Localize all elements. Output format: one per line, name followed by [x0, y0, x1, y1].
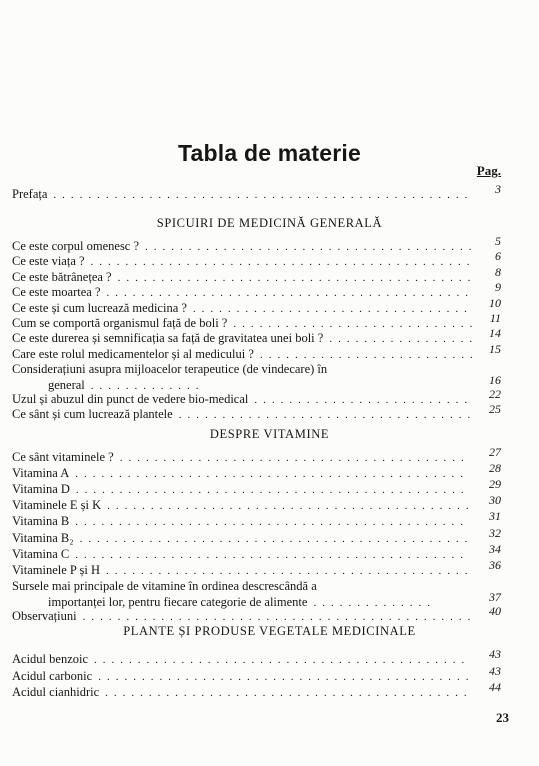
entry-page-number: 15: [489, 341, 501, 356]
entry-label: Ce sânt și cum lucrează plantele ..................................: [12, 407, 477, 421]
toc-entry: [12, 253, 500, 269]
entry-page-number: 22: [489, 386, 501, 401]
entry-label: Ce este moartea ? ..........................................: [12, 285, 474, 300]
entry-page-number: 43: [489, 647, 501, 661]
toc-entry: [12, 449, 500, 465]
dot-leader: ..............: [313, 596, 436, 609]
entry-label: Ce este durerea și semnificația sa față de gravitatea unei boli ? .................: [12, 331, 479, 346]
page-number: 23: [496, 710, 509, 725]
dot-leader: ..........................................: [106, 564, 474, 577]
entry-label: Vitamina B₂ .............................................: [12, 530, 474, 545]
entry-label: Ce este corpul omenesc ? ......................................: [12, 239, 478, 253]
entry-label-line-1: Considerațiuni asupra mijloacelor terapeutice (de vindecare) în: [12, 362, 328, 377]
entry-label-line-1: Sursele mai principale de vitamine în ordinea descrescândă a: [12, 578, 317, 593]
toc-entry: [12, 684, 500, 700]
entry-label: [12, 578, 436, 611]
toc-entry: [12, 284, 500, 300]
dot-leader: .............: [90, 380, 205, 393]
toc-entry: [12, 269, 500, 285]
entry-page-number: 44: [489, 680, 501, 694]
entry-page-number: 10: [489, 295, 501, 310]
entry-label: [12, 361, 327, 394]
entry-page-number: 34: [489, 541, 501, 556]
entry-label: Vitamina B .............................................: [12, 514, 469, 529]
entry-page-number: 29: [489, 477, 501, 492]
entry-page-number: 28: [489, 461, 501, 476]
entry-page-number: 27: [489, 445, 501, 459]
entry-label-line-2: general .............: [48, 378, 205, 393]
toc-entry: [12, 546, 500, 562]
dot-leader: .............................................: [75, 548, 469, 561]
section-heading: SPICUIRI DE MEDICINĂ GENERALĂ: [156, 216, 383, 230]
dot-leader: .................: [329, 333, 479, 346]
entry-label: Ce este și cum lucrează medicina ? ................................: [12, 300, 473, 315]
dot-leader: .........................: [259, 348, 479, 361]
toc-entry: [12, 497, 500, 513]
entry-page-number: 16: [489, 373, 501, 388]
dot-leader: ..........................................: [107, 500, 475, 513]
dot-leader: ...........................................: [94, 654, 471, 666]
page-title: Tabla de materie: [177, 140, 361, 166]
entry-page-number: 32: [489, 525, 501, 540]
entry-page-number: 31: [489, 509, 501, 524]
entry-label: Acidul cianhidric ..........................................: [12, 685, 473, 699]
entry-label: Acidul benzoic ...........................................: [12, 652, 471, 666]
entry-label: Cum se comportă organismul față de boli ? ............................: [12, 316, 479, 330]
entry-page-number: 14: [489, 326, 501, 341]
entry-page-number: 11: [489, 311, 501, 325]
dot-leader: .............................................: [75, 468, 469, 481]
dot-leader: ..........................................: [105, 687, 473, 699]
section-heading: PLANTE ȘI PRODUSE VEGETALE MEDICINALE: [123, 624, 416, 638]
dot-leader: ......................................: [145, 241, 478, 253]
pag-column-label: Pag.: [476, 163, 501, 178]
section-heading: DESPRE VITAMINE: [209, 427, 330, 441]
entry-page-number: 43: [489, 663, 501, 678]
entry-page-number: 25: [489, 402, 501, 416]
entry-page-number: 6: [495, 249, 501, 264]
dot-leader: .............................................: [79, 532, 474, 545]
dot-leader: ................................................: [53, 189, 474, 201]
entry-label: Vitamina D .............................................: [12, 482, 470, 497]
entry-page-number: 30: [489, 493, 501, 508]
dot-leader: ........................................: [119, 452, 470, 464]
dot-leader: ..................................: [178, 409, 477, 421]
entry-label: Vitamina C .............................................: [12, 546, 469, 561]
toc-entry: [12, 668, 500, 684]
toc-entry: [12, 465, 500, 481]
toc-entry: [12, 330, 500, 346]
entry-label: Prefața ................................................: [12, 187, 474, 201]
toc-entry: [12, 651, 500, 667]
entry-label: Uzul și abuzul din punct de vedere bio-medical .........................: [12, 391, 474, 406]
entry-label: Ce este viața ? ............................................: [12, 254, 476, 269]
dot-leader: ..........................................: [106, 287, 474, 300]
entry-label: Vitamina A .............................................: [12, 466, 469, 481]
entry-label: Care este rolul medicamentelor și al medicului ? .........................: [12, 346, 479, 361]
entry-page-number: 37: [489, 589, 501, 604]
toc-entry-prefata: [12, 186, 500, 202]
dot-leader: .........................: [254, 393, 474, 406]
dot-leader: .........................................: [117, 271, 477, 284]
entry-label: Vitaminele P și H ..........................................: [12, 562, 474, 577]
toc-entry: [12, 346, 500, 362]
toc-entry: [12, 562, 500, 578]
entry-label-line-2: importanței lor, pentru fiecare categorie de alimente ..............: [48, 594, 436, 609]
entry-label: Acidul carbonic ...........................................: [12, 668, 475, 683]
dot-leader: .............................................: [75, 484, 470, 497]
dot-leader: ................................: [192, 302, 473, 315]
entry-page-number: 40: [489, 603, 501, 618]
toc-entry: [12, 513, 500, 529]
entry-page-number: 3: [495, 182, 501, 196]
dot-leader: ...........................................: [98, 670, 475, 683]
dot-leader: ............................................: [90, 256, 476, 269]
toc-entry: [12, 530, 500, 546]
entry-label: Ce este bătrânețea ? .........................................: [12, 269, 477, 284]
toc-entry: [12, 406, 500, 422]
entry-page-number: 8: [495, 264, 501, 279]
entry-label: Ce sânt vitaminele ? ........................................: [12, 450, 470, 464]
entry-page-number: 9: [495, 280, 501, 295]
toc-entry: [12, 238, 500, 254]
entry-label: Observațiuni .............................................: [12, 608, 477, 623]
entry-page-number: 36: [489, 557, 501, 572]
entry-page-number: 5: [495, 234, 501, 248]
dot-leader: .............................................: [75, 516, 469, 529]
dot-leader: .............................................: [82, 610, 477, 623]
dot-leader: ............................: [233, 318, 479, 330]
toc-entry: [12, 608, 500, 624]
toc-entry: [12, 315, 500, 331]
toc-entry: [12, 481, 500, 497]
entry-label: Vitaminele E și K ..........................................: [12, 498, 475, 513]
toc-entry: [12, 300, 500, 316]
toc-entry: [12, 391, 500, 407]
